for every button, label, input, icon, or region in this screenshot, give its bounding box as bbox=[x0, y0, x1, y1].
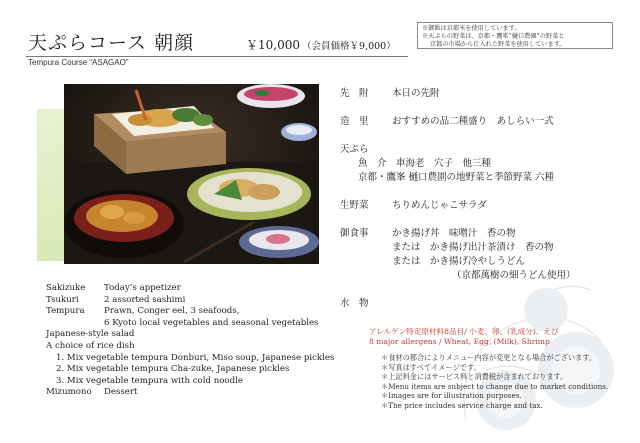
menu-en-label: A choice of rice dish bbox=[46, 341, 135, 351]
menu-jp-label: 御食事 bbox=[340, 228, 369, 239]
menu-jp-value: 魚 介 車海老 穴子 他三種 bbox=[358, 158, 492, 169]
title-divider bbox=[26, 56, 408, 57]
menu-jp-value: （京都萬樹の細うどん使用） bbox=[452, 270, 576, 281]
menu-jp-value: または かき揚げ出汁茶漬け 香の物 bbox=[392, 242, 554, 253]
menu-en-label: Mizumono bbox=[46, 387, 92, 398]
menu-en-value: Prawn, Conger eel, 3 seafoods, bbox=[104, 306, 240, 317]
menu-en-label: Sakizuke bbox=[46, 283, 86, 293]
notice-line: ※天ぷらの野菜は、京都・鷹峯“樋口農園”の野菜と bbox=[422, 33, 565, 41]
course-price bbox=[246, 36, 396, 53]
menu-en-value: 2. Mix vegetable tempura Cha-zuke, Japanese pickles bbox=[56, 364, 290, 375]
menu-en-value: 3. Mix vegetable tempura with cold noodle bbox=[56, 375, 243, 386]
menu-jp-label: 先 附 bbox=[340, 88, 369, 99]
menu-en-value: 2 assorted sashimi bbox=[104, 294, 186, 305]
footnote-line: ＊The price includes service charge and tax. bbox=[381, 400, 543, 410]
menu-jp-value: おすすめの品二種盛り あしらい一式 bbox=[392, 116, 554, 127]
footnote-line: ＊写真はすべてイメージです。 bbox=[381, 362, 481, 372]
menu-jp-label: 生野菜 bbox=[340, 200, 369, 211]
allergen-jp: アレルゲン特定原材料8品目/ 小麦、卵、(乳成分)、えび bbox=[369, 327, 559, 336]
menu-jp-value: 本日の先附 bbox=[392, 88, 440, 99]
page-subtitle: Tempura Course “ASAGAO” bbox=[28, 58, 129, 67]
allergen-notice bbox=[369, 327, 559, 347]
menu-en-value: 6 Kyoto local vegetables and seasonal vegetables bbox=[104, 317, 319, 328]
notice-line: 京都の市場から仕入れた野菜を使用しています。 bbox=[430, 41, 566, 49]
course-photo bbox=[37, 84, 319, 264]
notice-line: ※御飯は京都米を使用しています。 bbox=[422, 25, 521, 32]
footnote-line: ＊Menu items are subject to change due to market conditions. bbox=[381, 381, 609, 391]
menu-en-value: Today’s appetizer bbox=[104, 283, 181, 293]
menu-en-label: Japanese-style salad bbox=[46, 329, 135, 340]
menu-jp-label: 造 里 bbox=[340, 116, 369, 127]
menu-en-label: Tempura bbox=[46, 306, 85, 317]
notice-box bbox=[417, 22, 613, 49]
footnote-line: ＊食材の都合によりメニュー内容が変更となる場合がございます。 bbox=[381, 353, 597, 362]
allergen-en: 8 major allergens / Wheat, Egg, (Milk), Shrimp bbox=[369, 337, 550, 346]
menu-jp-value: 京都・鷹峯 樋口農園の地野菜と季節野菜 六種 bbox=[358, 172, 555, 183]
menu-en-value: 1. Mix vegetable tempura Donburi, Miso soup, Japanese pickles bbox=[56, 352, 335, 363]
menu-jp-label: 天ぷら bbox=[340, 144, 369, 155]
price-value: ￥10,000 bbox=[246, 38, 300, 52]
member-price: （会員価格￥9,000） bbox=[302, 41, 396, 52]
menu-jp-value: または かき揚げ冷やしうどん bbox=[392, 256, 526, 267]
menu-en-value: Dessert bbox=[104, 387, 138, 398]
menu-jp-label: 水 物 bbox=[340, 298, 369, 309]
menu-jp-value: ちりめんじゃこサラダ bbox=[392, 200, 487, 211]
footnotes bbox=[381, 353, 608, 411]
footnote-line: ＊上記料金にはサービス料と消費税が含まれております。 bbox=[381, 372, 568, 382]
footnote-line: ＊Images are for illustration purposes. bbox=[381, 391, 522, 401]
menu-en-label: Tsukuri bbox=[46, 294, 79, 305]
tempura-photo bbox=[64, 84, 319, 264]
page-title: 天ぷらコース 朝顔 bbox=[28, 32, 195, 54]
menu-jp-value: かき揚げ丼 味噌汁 香の物 bbox=[392, 228, 516, 239]
